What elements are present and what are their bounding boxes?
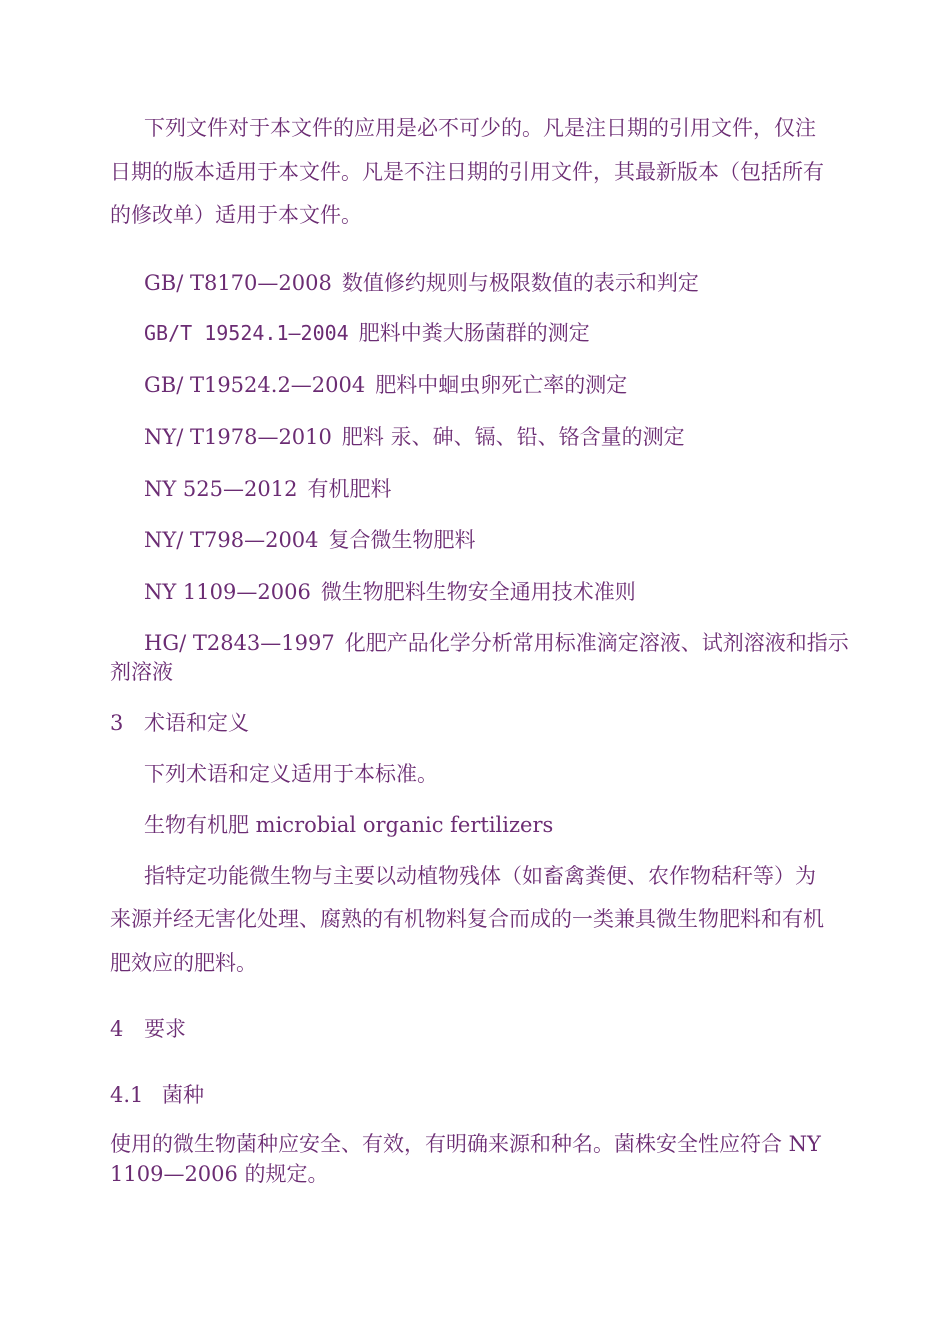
definition-line-2: 来源并经无害化处理、腐熟的有机物料复合而成的一类兼具微生物肥料和有机 <box>110 907 824 931</box>
section-4-1-text-line-2: 1109—2006 的规定。 <box>110 1162 329 1186</box>
reference-item <box>144 427 685 448</box>
reference-title: 肥料 汞、砷、镉、铅、铬含量的测定 <box>341 425 685 449</box>
section-4-1-text-line-1: 使用的微生物菌种应安全、有效，有明确来源和种名。菌株安全性应符合 NY <box>110 1132 821 1156</box>
reference-item <box>144 375 627 396</box>
definition-line-3: 肥效应的肥料。 <box>110 951 257 975</box>
intro-line-3: 的修改单）适用于本文件。 <box>110 203 362 227</box>
term-entry: 生物有机肥 microbial organic fertilizers <box>144 813 554 837</box>
reference-code: HG/ T2843—1997 <box>144 631 335 655</box>
reference-title: 肥料中蛔虫卵死亡率的测定 <box>375 373 628 397</box>
reference-code: GB/T 19524.1—2004 <box>144 321 349 345</box>
reference-title: 微生物肥料生物安全通用技术准则 <box>320 580 636 604</box>
reference-item <box>144 530 476 551</box>
reference-code: NY/ T1978—2010 <box>144 425 332 449</box>
reference-code: GB/ T8170—2008 <box>144 271 332 295</box>
reference-code: NY 1109—2006 <box>144 580 311 604</box>
reference-item <box>144 633 849 654</box>
reference-title: 肥料中粪大肠菌群的测定 <box>358 321 590 345</box>
section-4-1-heading <box>110 1085 204 1106</box>
reference-item <box>144 582 636 603</box>
section-4-heading <box>110 1019 186 1040</box>
section-number: 4 <box>110 1017 124 1041</box>
reference-title: 有机肥料 <box>307 477 392 501</box>
section-title: 术语和定义 <box>144 711 249 735</box>
reference-title: 复合微生物肥料 <box>328 528 476 552</box>
section-number: 4.1 <box>110 1083 144 1107</box>
reference-code: NY/ T798—2004 <box>144 528 319 552</box>
intro-line-1: 下列文件对于本文件的应用是必不可少的。凡是注日期的引用文件，仅注 <box>144 116 816 140</box>
reference-item <box>144 273 699 294</box>
reference-item <box>144 479 391 500</box>
intro-line-2: 日期的版本适用于本文件。凡是不注日期的引用文件，其最新版本（包括所有 <box>110 160 824 184</box>
definition-line-1: 指特定功能微生物与主要以动植物残体（如畜禽粪便、农作物秸秆等）为 <box>144 864 816 888</box>
section-3-intro: 下列术语和定义适用于本标准。 <box>144 762 438 786</box>
section-3-heading <box>110 713 249 734</box>
reference-title: 化肥产品化学分析常用标准滴定溶液、试剂溶液和指示 <box>344 631 849 655</box>
reference-code: GB/ T19524.2—2004 <box>144 373 366 397</box>
section-title: 要求 <box>144 1017 186 1041</box>
reference-title-continuation: 剂溶液 <box>110 660 173 684</box>
reference-item <box>144 323 590 344</box>
reference-code: NY 525—2012 <box>144 477 298 501</box>
reference-title: 数值修约规则与极限数值的表示和判定 <box>341 271 699 295</box>
section-number: 3 <box>110 711 124 735</box>
section-title: 菌种 <box>162 1083 204 1107</box>
